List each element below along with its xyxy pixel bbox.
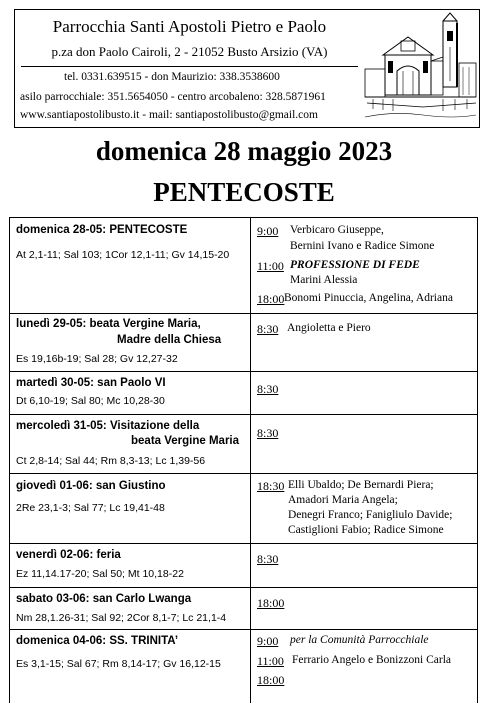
day-name: martedì 30-05: san Paolo VI xyxy=(16,377,166,389)
day-name: venerdì 02-06: feria xyxy=(16,549,121,561)
church-drawing xyxy=(363,11,478,125)
mass-time: 9:00 xyxy=(257,224,279,238)
mass-time: 8:30 xyxy=(257,426,279,440)
row-divider xyxy=(10,313,477,314)
mass-time: 11:00 xyxy=(257,654,284,668)
day-readings: Dt 6,10-19; Sal 80; Mc 10,28-30 xyxy=(16,395,165,407)
mass-time: 18:00 xyxy=(257,673,285,687)
day-readings: At 2,1-11; Sal 103; 1Cor 12,1-11; Gv 14,15-20 xyxy=(16,249,230,261)
mass-time: 8:30 xyxy=(257,552,279,566)
header-divider xyxy=(21,66,358,67)
weekly-schedule xyxy=(9,217,478,703)
parish-name: Parrocchia Santi Apostoli Pietro e Paolo xyxy=(52,17,327,36)
day-name: mercoledì 31-05: Visitazione della xyxy=(16,420,200,432)
feast-title: PENTECOSTE xyxy=(153,177,335,207)
mass-intention: Verbicaro Giuseppe, xyxy=(290,224,384,236)
mass-time: 11:00 xyxy=(257,259,284,273)
day-name: domenica 04-06: SS. TRINITA’ xyxy=(16,635,179,647)
row-divider xyxy=(10,543,477,544)
asilo-line: asilo parrocchiale: 351.5654050 - centro arcobaleno: 328.5871961 xyxy=(20,91,326,103)
mass-intention: Marini Alessia xyxy=(290,274,358,286)
mass-time: 8:30 xyxy=(257,322,279,336)
row-divider xyxy=(10,414,477,415)
day-name: domenica 28-05: PENTECOSTE xyxy=(16,224,188,236)
mass-time: 9:00 xyxy=(257,634,279,648)
mass-time: 18:00 xyxy=(257,596,285,610)
mass-intention: Bonomi Pinuccia, Angelina, Adriana xyxy=(284,292,453,304)
mass-time: 18:30 xyxy=(257,479,285,493)
column-divider xyxy=(250,218,251,703)
mass-intention: Castiglioni Fabio; Radice Simone xyxy=(288,524,444,536)
row-divider xyxy=(10,587,477,588)
day-readings: Es 3,1-15; Sal 67; Rm 8,14-17; Gv 16,12-15 xyxy=(16,658,221,670)
mass-time: 18:00 xyxy=(257,292,285,306)
mass-intention: PROFESSIONE DI FEDE xyxy=(290,259,420,271)
date-title: domenica 28 maggio 2023 xyxy=(95,136,393,166)
day-name: sabato 03-06: san Carlo Lwanga xyxy=(16,593,192,605)
mass-intention: Angioletta e Piero xyxy=(287,322,371,334)
day-name: giovedì 01-06: san Giustino xyxy=(16,480,166,492)
mass-intention: Ferrario Angelo e Bonizzoni Carla xyxy=(292,654,452,666)
day-readings: 2Re 23,1-3; Sal 77; Lc 19,41-48 xyxy=(16,502,165,514)
day-readings: Es 19,16b-19; Sal 28; Gv 12,27-32 xyxy=(16,353,178,365)
parish-address: p.za don Paolo Cairoli, 2 - 21052 Busto Arsizio (VA) xyxy=(51,44,328,59)
mass-intention: Elli Ubaldo; De Bernardi Piera; xyxy=(288,479,434,491)
row-divider xyxy=(10,371,477,372)
web-mail-line: www.santiapostolibusto.it - mail: santiapostolibusto@gmail.com xyxy=(20,109,318,121)
row-divider xyxy=(10,629,477,630)
day-readings: Nm 28,1.26-31; Sal 92; 2Cor 8,1-7; Lc 21,1-4 xyxy=(16,612,227,624)
mass-intention: Bernini Ivano e Radice Simone xyxy=(290,240,435,252)
day-readings: Ct 2,8-14; Sal 44; Rm 8,3-13; Lc 1,39-56 xyxy=(16,455,206,467)
mass-intention: Amadori Maria Angela; xyxy=(288,494,398,506)
day-readings: Ez 11,14.17-20; Sal 50; Mt 10,18-22 xyxy=(16,568,184,580)
parish-info xyxy=(15,10,364,126)
mass-intention: Denegri Franco; Fanigliulo Davide; xyxy=(288,509,453,521)
mass-intention: per la Comunità Parrocchiale xyxy=(290,634,429,646)
row-divider xyxy=(10,473,477,474)
day-name: lunedì 29-05: beata Vergine Maria, xyxy=(16,318,201,330)
mass-time: 8:30 xyxy=(257,382,279,396)
parish-header xyxy=(14,9,480,128)
phone-line: tel. 0331.639515 - don Maurizio: 338.3538600 xyxy=(64,71,280,83)
day-name: Madre della Chiesa xyxy=(117,334,222,346)
day-name: beata Vergine Maria xyxy=(131,435,240,447)
